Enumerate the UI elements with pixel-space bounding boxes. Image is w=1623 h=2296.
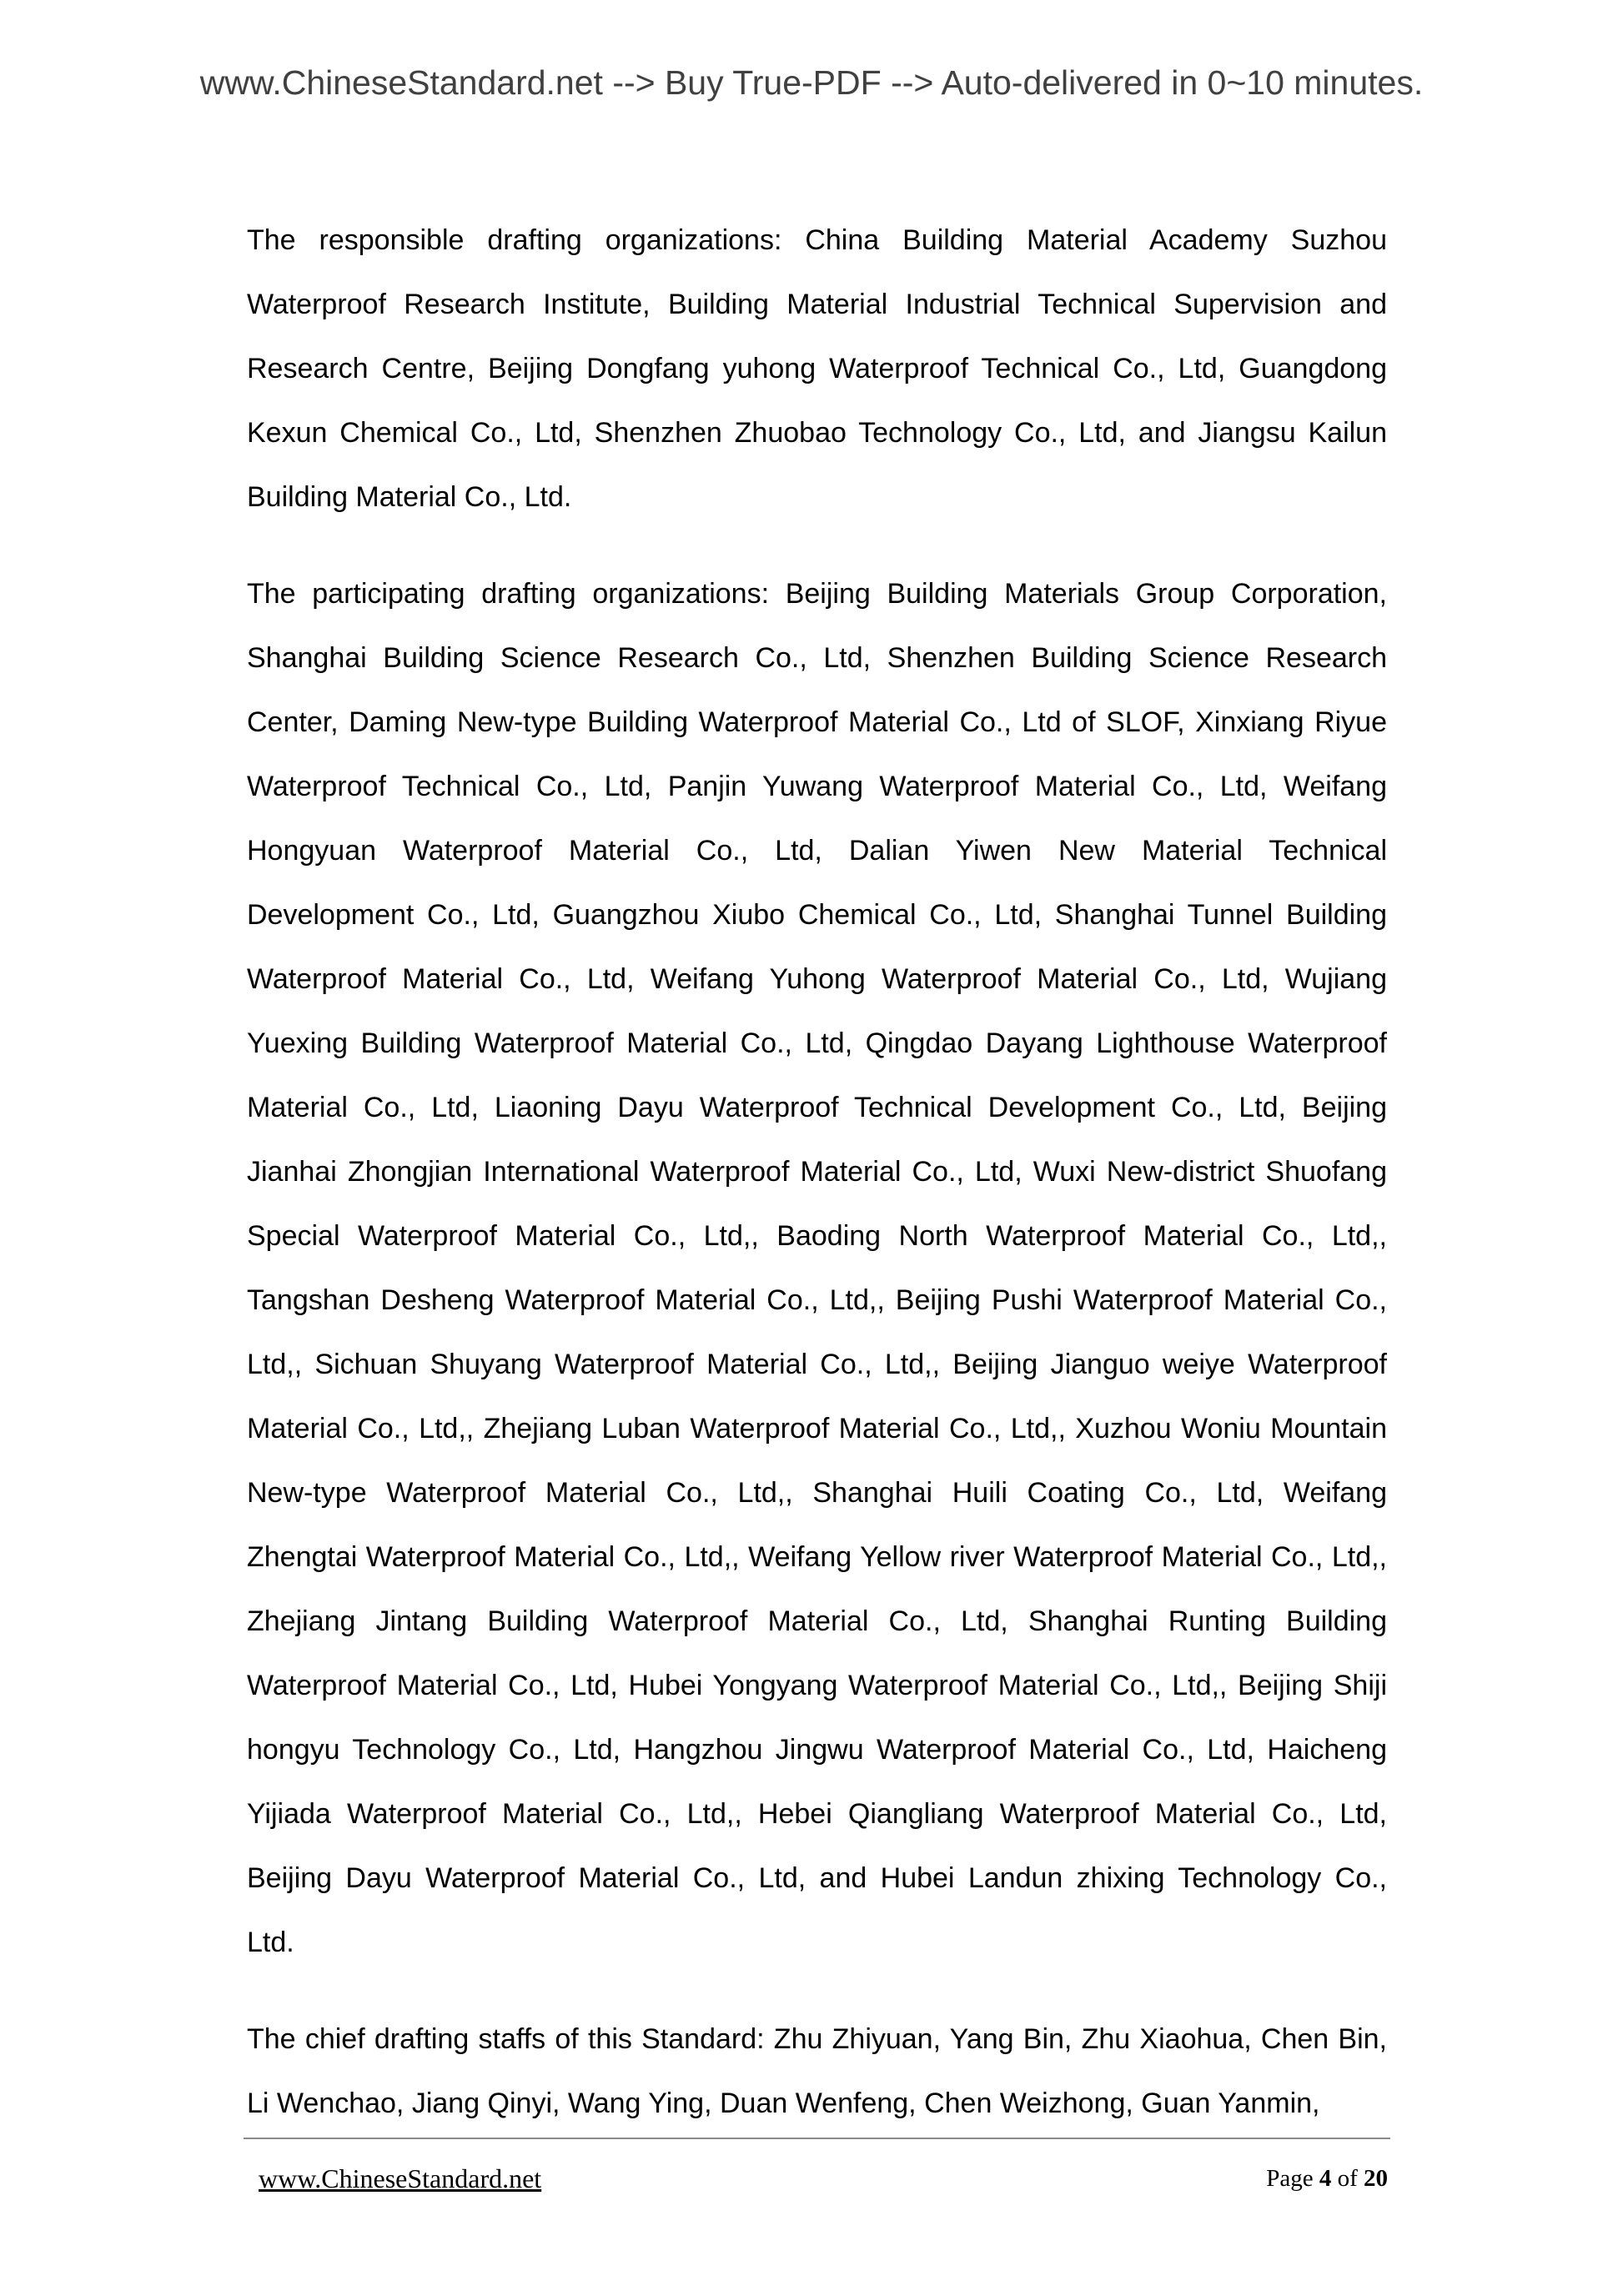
text-line: Special Waterproof Material Co., Ltd,, Baoding North Waterproof Material Co., Ltd,, [247, 1220, 1387, 1252]
text-line: The chief drafting staffs of this Standard: Zhu Zhiyuan, Yang Bin, Zhu Xiaohua, Chen Bin, [247, 2023, 1387, 2055]
paragraph [247, 208, 1387, 530]
footer-divider [244, 2138, 1390, 2139]
text-line: The participating drafting organizations: Beijing Building Materials Group Corporation, [247, 578, 1387, 610]
text-line: Ltd. [247, 1927, 294, 1958]
text-line: Zhejiang Jintang Building Waterproof Material Co., Ltd, Shanghai Runting Building [247, 1605, 1387, 1637]
text-line: Ltd,, Sichuan Shuyang Waterproof Material Co., Ltd,, Beijing Jianguo weiye Waterproof [247, 1349, 1387, 1380]
top-banner: www.ChineseStandard.net --> Buy True-PDF --> Auto-delivered in 0~10 minutes. [199, 63, 1424, 102]
document-body [247, 208, 1387, 2168]
text-line: Waterproof Material Co., Ltd, Hubei Yongyang Waterproof Material Co., Ltd,, Beijing Shiji [247, 1670, 1387, 1701]
text-line: Kexun Chemical Co., Ltd, Shenzhen Zhuobao Technology Co., Ltd, and Jiangsu Kailun [247, 417, 1387, 449]
text-line: Material Co., Ltd, Liaoning Dayu Waterproof Technical Development Co., Ltd, Beijing [247, 1092, 1387, 1123]
text-line: Building Material Co., Ltd. [247, 481, 572, 513]
text-line: Waterproof Research Institute, Building Material Industrial Technical Supervision and [247, 289, 1387, 320]
page-number [1266, 2165, 1388, 2193]
text-line: Shanghai Building Science Research Co., Ltd, Shenzhen Building Science Research [247, 642, 1387, 674]
page-label: Page [1266, 2165, 1314, 2192]
text-line: Material Co., Ltd,, Zhejiang Luban Waterproof Material Co., Ltd,, Xuzhou Woniu Mountain [247, 1413, 1387, 1444]
text-line: Research Centre, Beijing Dongfang yuhong Waterproof Technical Co., Ltd, Guangdong [247, 353, 1387, 384]
footer-website-link[interactable]: www.ChineseStandard.net [259, 2163, 542, 2193]
text-line: hongyu Technology Co., Ltd, Hangzhou Jingwu Waterproof Material Co., Ltd, Haicheng [247, 1734, 1387, 1766]
text-line: Yijiada Waterproof Material Co., Ltd,, Hebei Qiangliang Waterproof Material Co., Ltd, [247, 1798, 1387, 1830]
text-line: Yuexing Building Waterproof Material Co., Ltd, Qingdao Dayang Lighthouse Waterproof [247, 1027, 1387, 1059]
text-line: Li Wenchao, Jiang Qinyi, Wang Ying, Duan Wenfeng, Chen Weizhong, Guan Yanmin, [247, 2088, 1320, 2119]
text-line: Waterproof Technical Co., Ltd, Panjin Yuwang Waterproof Material Co., Ltd, Weifang [247, 771, 1387, 802]
text-line: Development Co., Ltd, Guangzhou Xiubo Chemical Co., Ltd, Shanghai Tunnel Building [247, 899, 1387, 931]
text-line: The responsible drafting organizations: China Building Material Academy Suzhou [247, 224, 1387, 256]
paragraph [247, 2007, 1387, 2136]
text-line: Jianhai Zhongjian International Waterproof Material Co., Ltd, Wuxi New-district Shuofang [247, 1156, 1387, 1188]
of-label: of [1337, 2165, 1358, 2192]
page-total: 20 [1364, 2165, 1388, 2192]
page-current: 4 [1319, 2165, 1332, 2192]
text-line: Hongyuan Waterproof Material Co., Ltd, Dalian Yiwen New Material Technical [247, 835, 1387, 867]
text-line: Tangshan Desheng Waterproof Material Co., Ltd,, Beijing Pushi Waterproof Material Co., [247, 1284, 1387, 1316]
text-line: New-type Waterproof Material Co., Ltd,, Shanghai Huili Coating Co., Ltd, Weifang [247, 1477, 1387, 1509]
paragraph [247, 562, 1387, 1975]
text-line: Beijing Dayu Waterproof Material Co., Ltd, and Hubei Landun zhixing Technology Co., [247, 1862, 1387, 1894]
text-line: Center, Daming New-type Building Waterproof Material Co., Ltd of SLOF, Xinxiang Riyue [247, 706, 1387, 738]
text-line: Zhengtai Waterproof Material Co., Ltd,, Weifang Yellow river Waterproof Material Co., Ltd,, [247, 1541, 1387, 1573]
text-line: Waterproof Material Co., Ltd, Weifang Yuhong Waterproof Material Co., Ltd, Wujiang [247, 963, 1387, 995]
